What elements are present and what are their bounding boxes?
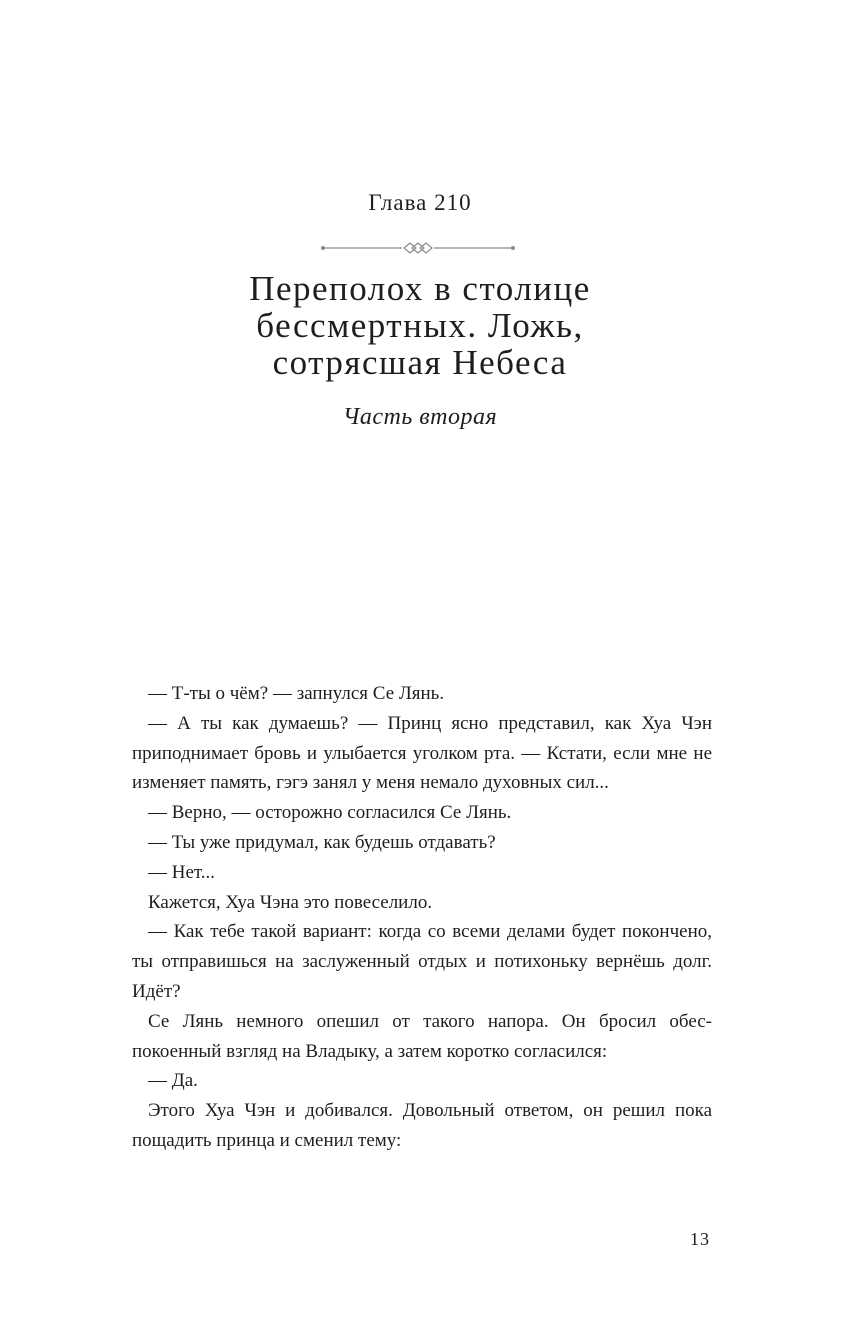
paragraph: Се Лянь немного опешил от такого напора. Он бросил обеспокоенный взгляд на Владыку, а затем коротко согласился: [132,1010,712,1062]
chapter-subtitle: Часть вторая [342,404,498,430]
chapter-title-line: Переполох в столице [249,269,591,308]
paragraph: — Нет... [148,861,216,883]
paragraph: — Как тебе такой вариант: когда со всеми делами будет покончено, ты отправишься на заслуженный отдых и потихоньку вернёшь долг. Идёт? [132,921,712,1002]
paragraph: — А ты как думаешь? — Принц ясно представил, как Хуа Чэн приподнимает бровь и улыбается уголком рта. — Кстати, если мне не изменяет память, гэгэ занял у меня немало духовных сил... [132,712,712,794]
paragraph: — Да. [148,1070,198,1092]
paragraph: — Ты уже придумал, как будешь отдавать? [148,831,496,853]
paragraph: — Верно, — осторожно согласился Се Лянь. [148,802,512,824]
paragraph: Этого Хуа Чэн и добивался. Довольный ответом, он решил пока пощадить принца и сменил тему: [132,1100,712,1151]
paragraph: — Т-ты о чём? — запнулся Се Лянь. [148,683,445,704]
chapter-title-line: бессмертных. Ложь, [256,306,584,345]
divider-ornament-icon [318,238,518,258]
chapter-title-line: сотрясшая Небеса [272,343,568,382]
page-number: 13 [690,1229,710,1249]
body-text [132,679,712,1156]
chapter-label: Глава 210 [368,190,472,215]
chapter-title [0,270,840,381]
paragraph: Кажется, Хуа Чэна это повеселило. [148,891,433,913]
